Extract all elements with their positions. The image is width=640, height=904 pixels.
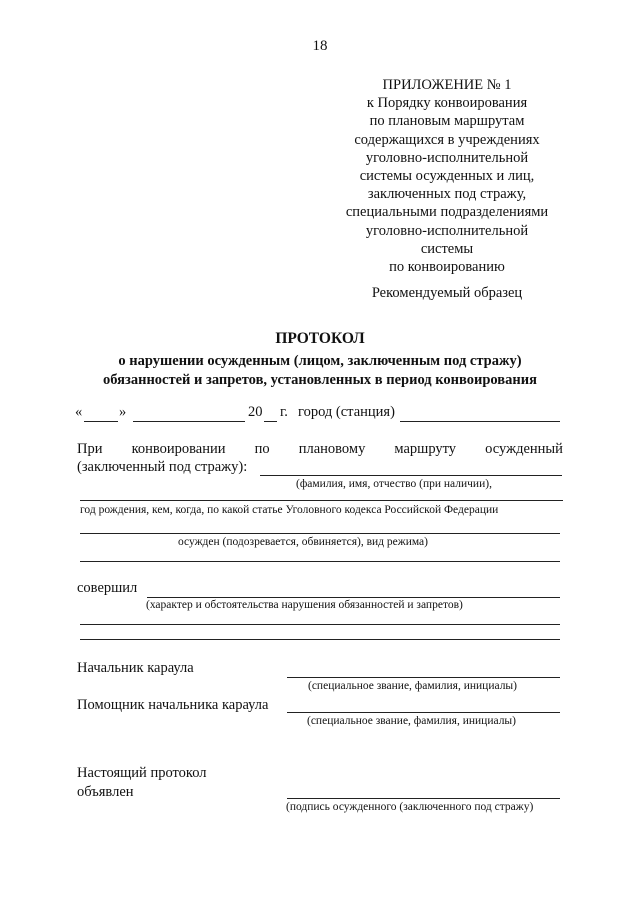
caption-convicted: осужден (подозревается, обвиняется), вид режима) bbox=[178, 536, 428, 548]
sentence-word: маршруту bbox=[394, 441, 457, 457]
announced-line-2: объявлен bbox=[77, 784, 134, 800]
appendix-line: содержащихся в учреждениях bbox=[354, 131, 540, 148]
signature-field[interactable] bbox=[287, 798, 560, 799]
sentence-word: плановому bbox=[298, 441, 366, 457]
protocol-subtitle bbox=[0, 352, 640, 390]
chief-caption: (специальное звание, фамилия, инициалы) bbox=[308, 680, 517, 692]
assistant-field[interactable] bbox=[287, 712, 560, 713]
quote-close: » bbox=[119, 404, 127, 420]
appendix-line: уголовно-исполнительной bbox=[365, 149, 529, 166]
appendix-line: системы bbox=[420, 240, 474, 257]
convict-name-field[interactable] bbox=[260, 475, 562, 476]
protocol-subtitle-line-1: о нарушении осужденным (лицом, заключенным под стражу) bbox=[118, 353, 522, 369]
announced-line-1: Настоящий протокол bbox=[77, 765, 207, 781]
quote-open: « bbox=[75, 404, 83, 420]
day-field[interactable] bbox=[84, 421, 118, 422]
sentence-word: по bbox=[254, 441, 270, 457]
appendix-line: по конвоированию bbox=[389, 259, 505, 276]
appendix-line: к Порядку конвоирования bbox=[366, 95, 528, 112]
chief-label: Начальник караула bbox=[77, 660, 194, 676]
appendix-heading: ПРИЛОЖЕНИЕ № 1 bbox=[382, 77, 512, 93]
chief-field[interactable] bbox=[287, 677, 560, 678]
sample-note: Рекомендуемый образец bbox=[371, 285, 523, 301]
caption-birth: год рождения, кем, когда, по какой статье Уголовного кодекса Российской Федерации bbox=[80, 504, 499, 516]
year-field[interactable] bbox=[264, 421, 277, 422]
month-field[interactable] bbox=[133, 421, 245, 422]
appendix-line: системы осужденных и лиц, bbox=[359, 168, 535, 185]
protocol-subtitle-line-2: обязанностей и запретов, установленных в период конвоирования bbox=[103, 372, 537, 388]
conviction-field[interactable] bbox=[80, 533, 560, 534]
sentence-word: осужденный bbox=[485, 441, 563, 457]
sentence-word: При bbox=[77, 441, 103, 457]
sentence-line-2: (заключенный под стражу): bbox=[77, 459, 248, 475]
year-suffix: г. bbox=[280, 404, 288, 420]
protocol-title: ПРОТОКОЛ bbox=[275, 330, 365, 347]
appendix-line: заключенных под стражу, bbox=[367, 186, 527, 203]
year-prefix: 20 bbox=[248, 404, 263, 420]
caption-name: (фамилия, имя, отчество (при наличии), bbox=[296, 478, 492, 490]
appendix-line: по плановым маршрутам bbox=[369, 113, 525, 130]
sentence-word: конвоировании bbox=[131, 441, 226, 457]
assistant-label: Помощник начальника караула bbox=[77, 697, 269, 713]
convoy-sentence bbox=[77, 441, 563, 458]
conviction-field-2[interactable] bbox=[80, 561, 560, 562]
caption-violation: (характер и обстоятельства нарушения обязанностей и запретов) bbox=[146, 599, 463, 611]
violation-field-3[interactable] bbox=[80, 639, 560, 640]
appendix-line: уголовно-исполнительной bbox=[365, 222, 529, 239]
city-field[interactable] bbox=[400, 421, 560, 422]
violation-field-2[interactable] bbox=[80, 624, 560, 625]
appendix-line: специальными подразделениями bbox=[345, 204, 549, 221]
violation-field[interactable] bbox=[147, 597, 560, 598]
signature-caption: (подпись осужденного (заключенного под стражу) bbox=[286, 801, 534, 813]
city-label: город (станция) bbox=[298, 404, 395, 420]
assistant-caption: (специальное звание, фамилия, инициалы) bbox=[307, 715, 516, 727]
birth-field[interactable] bbox=[80, 500, 563, 501]
appendix-block bbox=[322, 76, 572, 276]
committed-label: совершил bbox=[77, 580, 138, 596]
page-number: 18 bbox=[312, 38, 328, 54]
